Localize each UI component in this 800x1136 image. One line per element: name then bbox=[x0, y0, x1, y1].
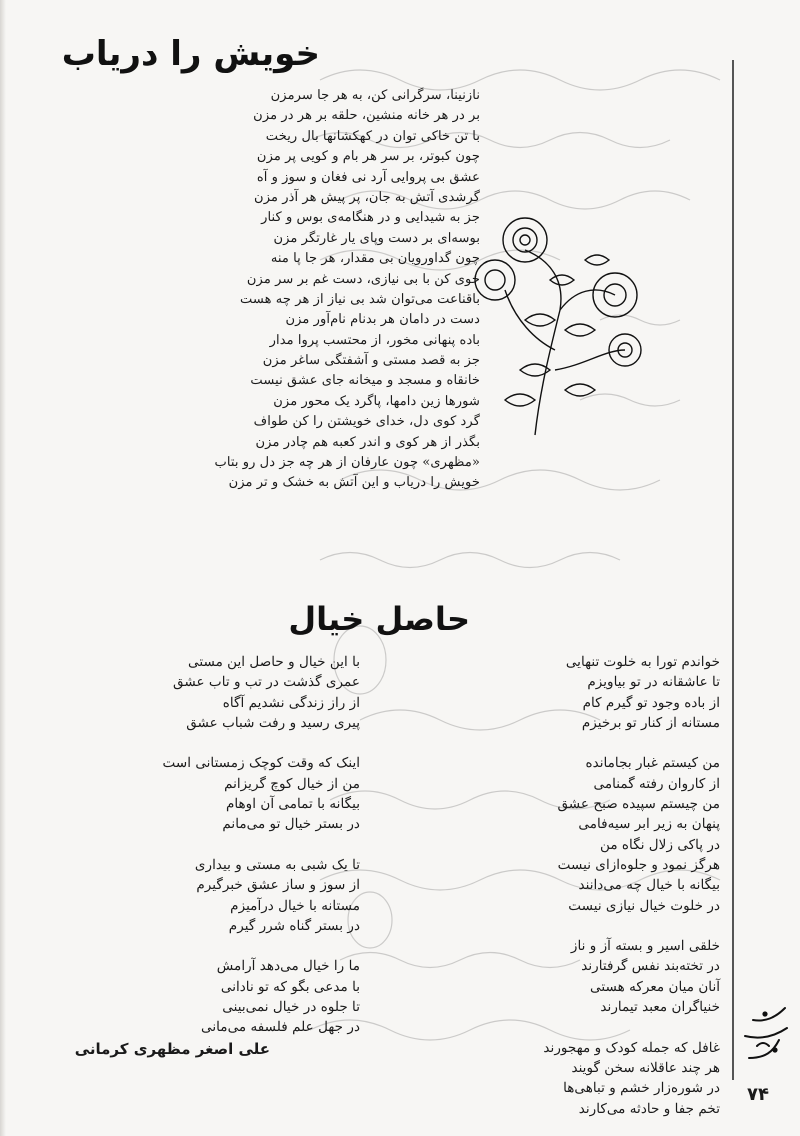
poem-line: باده پنهانی مخور، از محتسب پروا مدار bbox=[269, 332, 480, 348]
poem-line: با مدعی بگو که تو نادانی bbox=[220, 978, 360, 995]
poem-line: خلقی اسیر و بسته آز و ناز bbox=[570, 938, 720, 955]
poem-line: «مظهری» چون عارفان از هر چه جز دل رو بتاب bbox=[214, 455, 480, 471]
poem-line: باقناعت می‌توان شد بی نیاز از هر چه هست bbox=[239, 291, 480, 307]
poem-line: خویش را دریاب و این آتش به خشک و تر مزن bbox=[228, 475, 480, 491]
poem-line: من چیستم سپیده صبح عشق bbox=[557, 796, 720, 813]
poem-line: جز به شیدایی و در هنگامه‌ی بوس و کنار bbox=[261, 210, 480, 226]
poem-line: خوی کن با بی نیازی، دست غم بر سر مزن bbox=[246, 271, 480, 287]
poem-line: تا یک شبی به مستی و بیداری bbox=[194, 856, 360, 873]
poem-line: گرشدی آتش به جان، پر پیش هر آذر مزن bbox=[254, 189, 480, 205]
poem-line: عشق بی پروایی آرد نی فغان و سوز و آه bbox=[256, 169, 480, 185]
poem-line: از راز زندگی نشدیم آگاه bbox=[222, 694, 360, 711]
flower-illustration-icon bbox=[465, 200, 655, 440]
poem-line: بر در هر خانه منشین، حلقه بر هر در مزن bbox=[253, 108, 480, 124]
poem-line: در خلوت خیال نیازی نیست bbox=[568, 897, 720, 914]
poem-line: از باده وجود تو گیرم کام bbox=[582, 694, 720, 711]
poem-line: در شوره‌زار خشم و تباهی‌ها bbox=[563, 1080, 720, 1097]
stanza-gap bbox=[30, 936, 360, 956]
poem-line: بگذر از هر کوی و اندر کعبه هم چادر مزن bbox=[255, 434, 480, 450]
stanza-gap bbox=[480, 916, 720, 936]
poem-line: من کیستم غبار بجامانده bbox=[585, 755, 720, 772]
poem-line: هر چند عاقلانه سخن گویند bbox=[571, 1059, 720, 1076]
stanza-gap bbox=[30, 733, 360, 753]
poem-line: چون کبوتر، بر سر هر بام و کویی پر مزن bbox=[256, 149, 480, 165]
poem-line: با تن خاکی توان در کهکشانها بال ریخت bbox=[265, 128, 480, 144]
stanza-gap bbox=[30, 835, 360, 855]
poem-line: بیگانه با تمامی آن اوهام bbox=[225, 796, 360, 813]
page-edge bbox=[0, 0, 6, 1136]
poem-line: نازنینا، سرگرانی کن، به هر جا سرمزن bbox=[270, 88, 480, 103]
poem-line: خنیاگران معبد تیمارند bbox=[600, 999, 720, 1016]
poem-line: شورها زین دامها، پاگرد یک محور مزن bbox=[273, 393, 480, 409]
poem2-title: حاصل خیال bbox=[288, 600, 470, 638]
poem-line: عمری گذشت در تب و تاب عشق bbox=[173, 674, 360, 691]
poem-line: ما را خیال می‌دهد آرامش bbox=[216, 958, 360, 975]
poem1-lines bbox=[80, 86, 480, 494]
poem-line: در بستر گناه شرر گیرم bbox=[228, 917, 360, 934]
poem-line: پنهان به زیر ابر سیه‌فامی bbox=[578, 816, 720, 833]
stanza-gap bbox=[480, 1017, 720, 1037]
stanza-gap bbox=[480, 733, 720, 753]
poem-line: مستانه از کنار تو برخیزم bbox=[581, 714, 720, 731]
poem-line: بوسه‌ای بر دست وپای یار غارتگر مزن bbox=[273, 230, 480, 246]
kerman-logo-icon bbox=[735, 1000, 795, 1070]
poem-line: از سوز و ساز عشق خبرگیرم bbox=[196, 877, 360, 894]
poem-line: اینک که وقت کوچک زمستانی است bbox=[162, 755, 360, 772]
poem-line: آنان میان معرکه هستی bbox=[590, 978, 720, 995]
page-number: ۷۴ bbox=[747, 1084, 769, 1105]
poem-line: تا جلوه در خیال نمی‌بینی bbox=[222, 999, 360, 1016]
poem-line: مستانه با خیال درآمیزم bbox=[230, 897, 360, 914]
poem-line: من از خیال کوچ گریزانم bbox=[224, 775, 360, 792]
poem-line: بیگانه با خیال چه می‌دانند bbox=[578, 877, 720, 894]
poem-line: در پاکی زلال نگاه من bbox=[599, 836, 720, 853]
poem-line: از کاروان رفته گمنامی bbox=[593, 775, 720, 792]
poem-line: چون گداورویان بی مقدار، هر جا پا منه bbox=[270, 251, 480, 267]
poem-line: دست در دامان هر بدنام نام‌آور مزن bbox=[285, 312, 480, 328]
poem1-title: خویش را دریاب bbox=[61, 34, 320, 74]
poem-line: غافل که جمله کودک و مهجورند bbox=[543, 1039, 720, 1056]
author-name: علی اصغر مظهری کرمانی bbox=[74, 1040, 270, 1058]
poem-line: جز به قصد مستی و آشفتگی ساغر مزن bbox=[262, 353, 480, 369]
poem-line: خانقاه و مسجد و میخانه جای عشق نیست bbox=[250, 373, 480, 389]
poem-line: گرد کوی دل، خدای خویشتن را کن طواف bbox=[253, 414, 480, 430]
poem-line: در بستر خیال تو می‌مانم bbox=[222, 816, 360, 833]
right-margin-rule bbox=[732, 60, 734, 1080]
poem-line: هرگز نمود و جلوه‌ازای نیست bbox=[557, 856, 720, 873]
poem-line: خواندم تورا به خلوت تنهایی bbox=[565, 654, 720, 670]
poem2-right-column bbox=[480, 652, 720, 1119]
poem-line: در جهل علم فلسفه می‌مانی bbox=[201, 1019, 360, 1036]
poem-line: تخم جفا و حادثه می‌کارند bbox=[578, 1100, 720, 1117]
poem2-left-column bbox=[30, 652, 360, 1038]
poem-line: پیری رسید و رفت شباب عشق bbox=[186, 714, 360, 731]
poem-line: در تخته‌بند نفس گرفتارند bbox=[581, 958, 720, 975]
poem-line: تا عاشقانه در تو بیاویزم bbox=[587, 674, 720, 691]
poem-line: با این خیال و حاصل این مستی bbox=[188, 654, 360, 670]
